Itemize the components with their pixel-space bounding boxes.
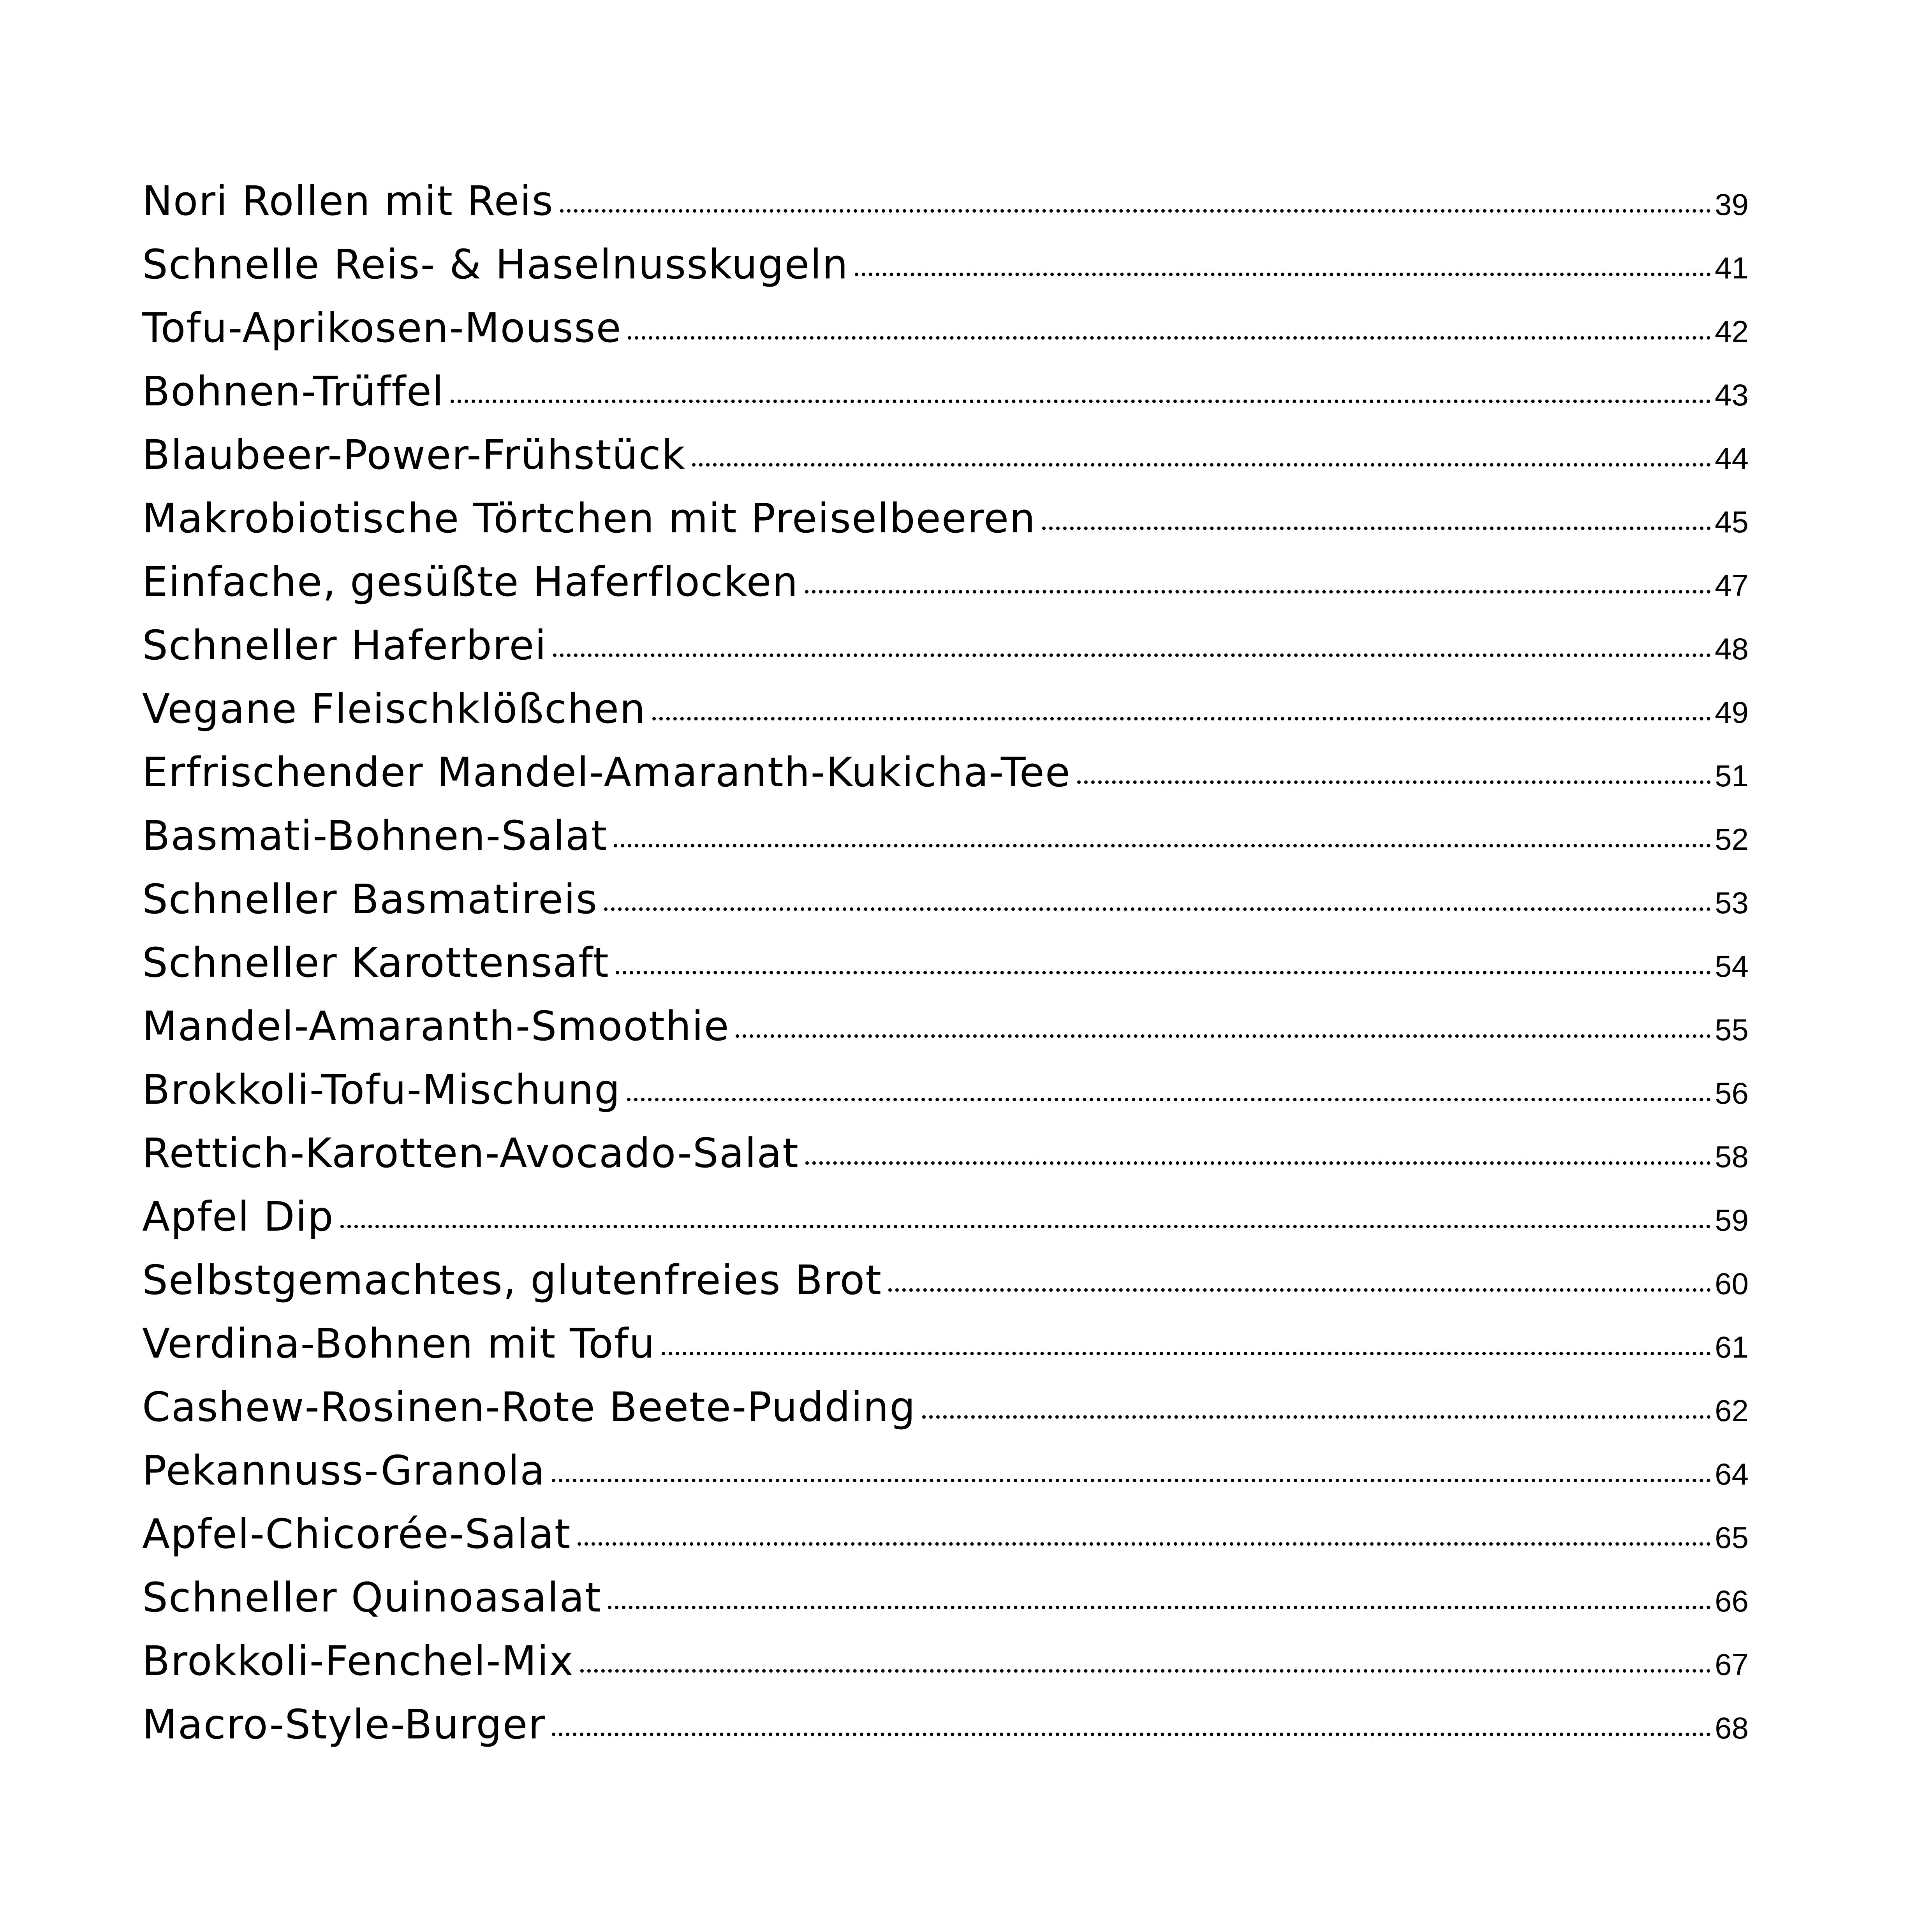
toc-entry[interactable] [142, 1066, 1749, 1129]
toc-entry-page-number: 56 [1715, 1076, 1749, 1110]
toc-entry-title: Brokkoli-Tofu-Mischung [142, 1066, 621, 1113]
toc-entry[interactable] [142, 939, 1749, 1002]
toc-entry[interactable] [142, 748, 1749, 812]
toc-entry-page-number: 55 [1715, 1013, 1749, 1047]
dot-leader [1077, 780, 1711, 784]
dot-leader [628, 336, 1711, 340]
toc-entry-page-number: 51 [1715, 759, 1749, 793]
toc-entry-title: Erfrischender Mandel-Amaranth-Kukicha-Tee [142, 748, 1071, 796]
toc-entry[interactable] [142, 622, 1749, 685]
toc-entry-title: Rettich-Karotten-Avocado-Salat [142, 1129, 799, 1177]
dot-leader [578, 1542, 1711, 1546]
toc-entry-title: Makrobiotische Törtchen mit Preiselbeeren [142, 495, 1036, 542]
toc-entry-title: Schneller Haferbrei [142, 622, 547, 669]
toc-entry-page-number: 68 [1715, 1711, 1749, 1745]
dot-leader [553, 653, 1711, 657]
toc-entry-title: Basmati-Bohnen-Salat [142, 812, 608, 859]
dot-leader [451, 400, 1711, 403]
toc-entry[interactable] [142, 558, 1749, 622]
toc-entry-title: Schneller Karottensaft [142, 939, 609, 986]
toc-entry-title: Apfel-Chicorée-Salat [142, 1510, 571, 1558]
toc-entry-page-number: 47 [1715, 568, 1749, 602]
toc-entry-page-number: 39 [1715, 187, 1749, 222]
toc-entry[interactable] [142, 1637, 1749, 1701]
toc-entry-page-number: 65 [1715, 1520, 1749, 1555]
toc-entry-title: Selbstgemachtes, glutenfreies Brot [142, 1256, 882, 1304]
toc-entry-page-number: 49 [1715, 695, 1749, 729]
toc-entry-page-number: 54 [1715, 949, 1749, 983]
toc-entry-page-number: 53 [1715, 886, 1749, 920]
toc-entry-title: Schneller Basmatireis [142, 875, 598, 923]
toc-entry-page-number: 66 [1715, 1584, 1749, 1618]
dot-leader [662, 1352, 1711, 1355]
dot-leader [805, 590, 1711, 594]
dot-leader [580, 1669, 1711, 1673]
dot-leader [805, 1161, 1711, 1165]
toc-entry-title: Verdina-Bohnen mit Tofu [142, 1320, 656, 1367]
dot-leader [560, 209, 1711, 213]
toc-entry-page-number: 62 [1715, 1393, 1749, 1428]
dot-leader [552, 1479, 1711, 1482]
toc-entry[interactable] [142, 304, 1749, 368]
dot-leader [922, 1415, 1711, 1419]
toc-entry[interactable] [142, 1510, 1749, 1574]
dot-leader [736, 1034, 1711, 1038]
dot-leader [855, 273, 1711, 276]
toc-entry-page-number: 64 [1715, 1457, 1749, 1491]
toc-entry-page-number: 59 [1715, 1203, 1749, 1237]
dot-leader [340, 1225, 1711, 1228]
dot-leader [614, 844, 1711, 847]
toc-entry-title: Nori Rollen mit Reis [142, 177, 554, 225]
toc-entry-title: Brokkoli-Fenchel-Mix [142, 1637, 574, 1685]
dot-leader [888, 1288, 1711, 1292]
toc-entry[interactable] [142, 431, 1749, 495]
toc-entry[interactable] [142, 177, 1749, 241]
dot-leader [1042, 527, 1711, 530]
toc-entry-title: Schnelle Reis- & Haselnusskugeln [142, 241, 849, 288]
toc-entry[interactable] [142, 1574, 1749, 1637]
toc-entry-title: Macro-Style-Burger [142, 1701, 546, 1748]
dot-leader [608, 1606, 1711, 1609]
toc-entry[interactable] [142, 1193, 1749, 1256]
toc-entry[interactable] [142, 812, 1749, 875]
toc-entry-page-number: 41 [1715, 251, 1749, 285]
dot-leader [692, 463, 1711, 467]
toc-entry-title: Einfache, gesüßte Haferflocken [142, 558, 799, 606]
toc-entry[interactable] [142, 1002, 1749, 1066]
toc-entry-page-number: 67 [1715, 1647, 1749, 1682]
toc-entry-page-number: 52 [1715, 822, 1749, 856]
toc-entry[interactable] [142, 1129, 1749, 1193]
dot-leader [627, 1098, 1711, 1101]
dot-leader [552, 1733, 1711, 1736]
toc-entry-page-number: 44 [1715, 441, 1749, 476]
toc-entry[interactable] [142, 1701, 1749, 1764]
toc-entry[interactable] [142, 495, 1749, 558]
toc-entry-page-number: 43 [1715, 378, 1749, 412]
toc-entry-page-number: 60 [1715, 1266, 1749, 1301]
toc-entry-title: Schneller Quinoasalat [142, 1574, 602, 1621]
toc-entry[interactable] [142, 1447, 1749, 1510]
toc-entry-page-number: 48 [1715, 632, 1749, 666]
toc-entry[interactable] [142, 1320, 1749, 1383]
toc-entry-title: Pekannuss-Granola [142, 1447, 546, 1494]
toc-entry-page-number: 42 [1715, 314, 1749, 349]
dot-leader [616, 971, 1711, 974]
toc-entry[interactable] [142, 875, 1749, 939]
toc-entry-title: Blaubeer-Power-Frühstück [142, 431, 686, 479]
toc-entry[interactable] [142, 685, 1749, 748]
toc-entry-title: Apfel Dip [142, 1193, 334, 1240]
toc-entry-page-number: 45 [1715, 505, 1749, 539]
toc-entry[interactable] [142, 1383, 1749, 1447]
toc-entry-title: Mandel-Amaranth-Smoothie [142, 1002, 730, 1050]
toc-entry-title: Cashew-Rosinen-Rote Beete-Pudding [142, 1383, 916, 1431]
toc-entry[interactable] [142, 1256, 1749, 1320]
toc-entry-title: Bohnen-Trüffel [142, 368, 444, 415]
dot-leader [652, 717, 1711, 720]
table-of-contents [142, 177, 1749, 1764]
toc-entry-page-number: 61 [1715, 1330, 1749, 1364]
dot-leader [604, 907, 1711, 911]
toc-entry[interactable] [142, 241, 1749, 304]
toc-entry-page-number: 58 [1715, 1139, 1749, 1174]
toc-entry-title: Tofu-Aprikosen-Mousse [142, 304, 622, 352]
toc-entry-title: Vegane Fleischklößchen [142, 685, 646, 733]
toc-entry[interactable] [142, 368, 1749, 431]
